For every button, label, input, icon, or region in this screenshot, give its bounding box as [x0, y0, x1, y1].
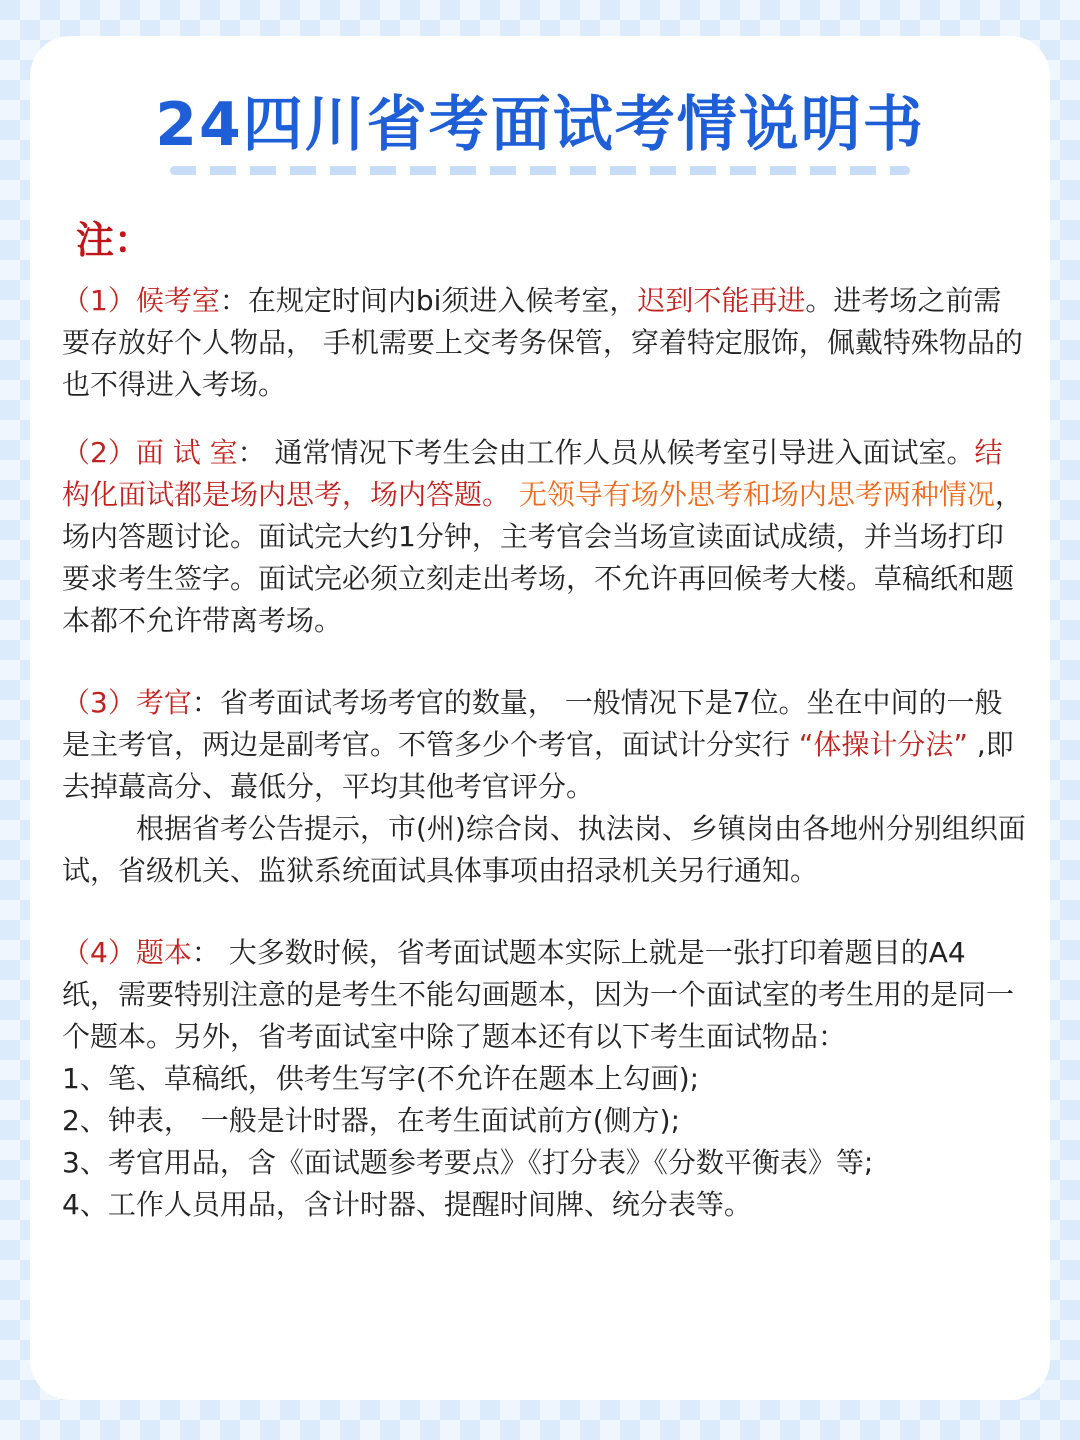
- page-title: 24四川省考面试考情说明书: [155, 90, 925, 160]
- section-2-rest: ，场内答题讨论。面试完大约1分钟，主考官会当场宣读面试成绩，并当场打印要求考生签字。面试完必须立刻走出考场，不允许再回候考大楼。草稿纸和题 本都不允许带离考场。: [62, 478, 1023, 637]
- section-3-rest: ,即去掉蕞高分、蕞低分，平均其他考官评分。: [62, 728, 1014, 803]
- section-2-number: （2）: [62, 436, 136, 469]
- section-1-highlight: 迟到不能再进: [637, 284, 806, 317]
- section-question-book: [62, 932, 1028, 1226]
- section-1-term: 候考室: [135, 284, 220, 317]
- list-item: 1、笔、草稿纸，供考生写字(不允许在题本上勾画);: [62, 1062, 700, 1095]
- section-1-text: ：在规定时间内bi须进入候考室，: [219, 284, 638, 317]
- section-3-paragraph-2: 根据省考公告提示，市(州)综合岗、执法岗、乡镇岗由各地州分别组织面试，省级机关、监狱系统面试具体事项由招录机关另行通知。: [62, 812, 1026, 887]
- section-2-term: 面 试 室: [135, 436, 238, 469]
- title-underline-decoration: [170, 166, 910, 175]
- section-3-highlight: “体操计分法”: [798, 728, 968, 761]
- list-item: 4、工作人员用品，含计时器、提醒时间牌、统分表等。: [62, 1188, 752, 1221]
- section-4-term: 题本: [135, 936, 192, 969]
- section-4-text: ： 大多数时候，省考面试题本实际上就是一张打印着题目的A4 纸，需要特别注意的是考生不能勾画题本，因为一个面试室的考生用的是同一个题本。另外，省考面试室中除了题本还有以下考生面试物品：: [62, 936, 1015, 1053]
- section-interview-room: [62, 432, 1028, 642]
- section-3-text: ：省考面试考场考官的数量， 一般情况下是7位。坐在中间的一般是主考官，两边是副考官。不管多少个考官，面试计分实行: [62, 686, 1003, 761]
- section-1-rest: 。进考场之前需要存放好个人物品， 手机需要上交考务保管，穿着特定服饰，佩戴特殊物品的也不得进入考场。: [62, 284, 1023, 401]
- section-2-highlight-orange: 无领导有场外思考和场内思考两种情况: [510, 478, 995, 511]
- section-waiting-room: [62, 280, 1028, 406]
- section-1-number: （1）: [62, 284, 136, 317]
- section-4-number: （4）: [62, 936, 136, 969]
- section-3-term: 考官: [135, 686, 192, 719]
- section-3-number: （3）: [62, 686, 136, 719]
- note-label: 注：: [76, 218, 153, 262]
- section-2-highlight-red: 结构化面试都是场内思考，场内答题。: [62, 436, 1003, 511]
- list-item: 2、钟表， 一般是计时器，在考生面试前方(侧方);: [62, 1104, 680, 1137]
- section-2-text: ： 通常情况下考生会由工作人员从候考室引导进入面试室。: [237, 436, 975, 469]
- section-examiners: [62, 682, 1028, 892]
- list-item: 3、考官用品，含《面试题参考要点》《打分表》《分数平衡表》等;: [62, 1146, 874, 1179]
